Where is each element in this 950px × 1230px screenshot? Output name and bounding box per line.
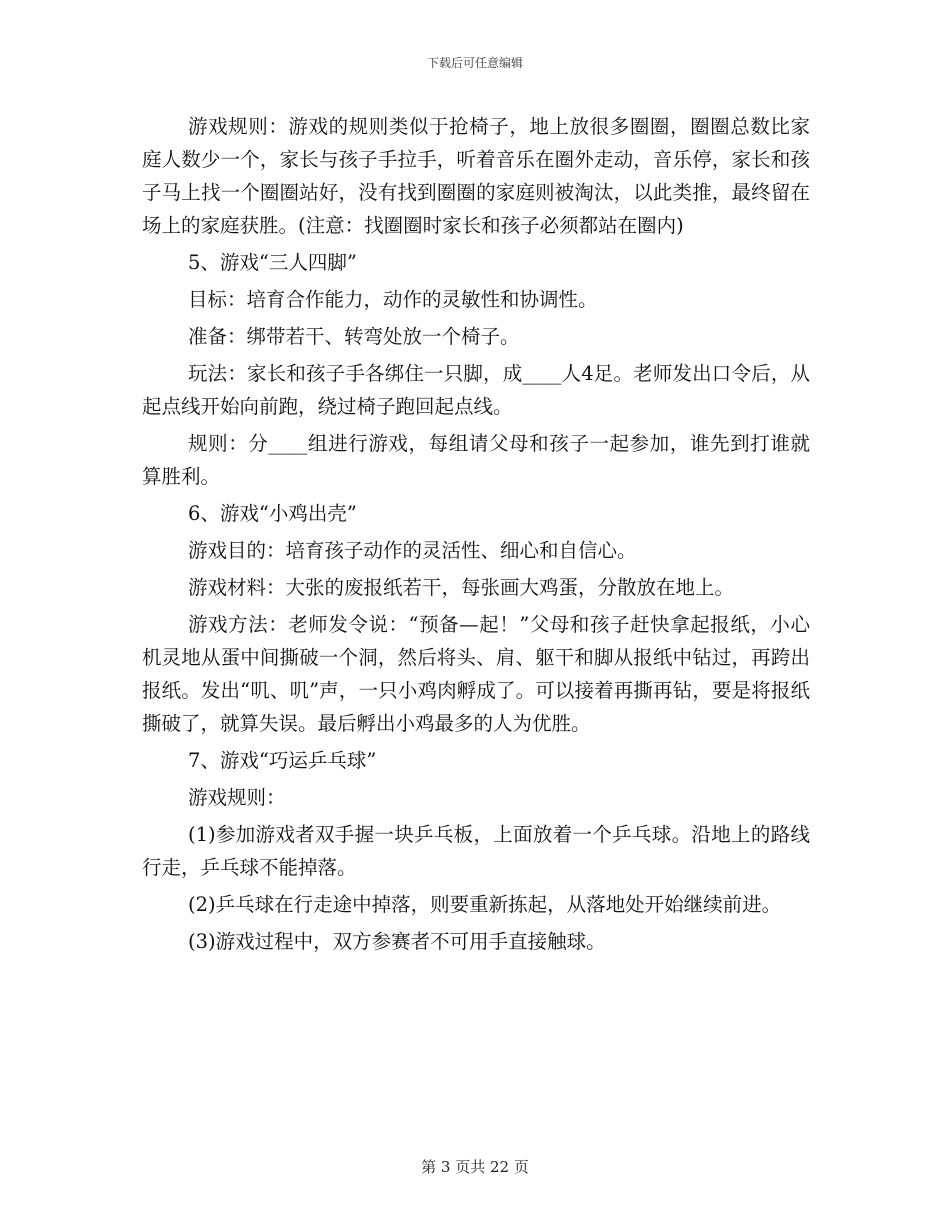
paragraph-gameplay: 玩法：家长和孩子手各绑住一只脚，成____人4足。老师发出口令后，从起点线开始向前跑，绕过椅子跑回起点线。	[142, 362, 810, 418]
document-body	[142, 110, 810, 958]
section-heading-5: 5、游戏“三人四脚”	[188, 251, 357, 274]
paragraph-preparation: 准备：绑带若干、转弯处放一个椅子。	[188, 325, 520, 348]
paragraph-goal: 目标：培育合作能力，动作的灵敏性和协调性。	[188, 288, 598, 311]
paragraph-rule-1: (1)参加游戏者双手握一块乒乓板，上面放着一个乒乓球。沿地上的路线行走，乒乓球不能掉落。	[142, 823, 810, 879]
section-heading-7: 7、游戏“巧运乒乓球”	[188, 749, 377, 772]
paragraph-game-materials: 游戏材料：大张的废报纸若干，每张画大鸡蛋，分散放在地上。	[188, 576, 735, 599]
paragraph-game-rules-label: 游戏规则：	[188, 786, 286, 809]
paragraph-rule-2: (2)乒乓球在行走途中掉落，则要重新拣起，从落地处开始继续前进。	[188, 893, 782, 916]
page-footer: 第 3 页共 22 页	[421, 1158, 529, 1176]
paragraph-game-method: 游戏方法：老师发令说：“预备—起！”父母和孩子赶快拿起报纸，小心机灵地从蛋中间撕破一个洞，然后将头、肩、躯干和脚从报纸中钻过，再跨出报纸。发出“叽、叽”声，一只小鸡肉孵成了。可以接着再撕再钻，要是将报纸撕破了，就算失误。最后孵出小鸡最多的人为优胜。	[142, 613, 810, 735]
paragraph-rules-intro: 游戏规则：游戏的规则类似于抢椅子，地上放很多圈圈，圈圈总数比家庭人数少一个，家长与孩子手拉手，听着音乐在圈外走动，音乐停，家长和孩子马上找一个圈圈站好，没有找到圈圈的家庭则被淘汰，以此类推，最终留在场上的家庭获胜。(注意：找圈圈时家长和孩子必须都站在圈内)	[142, 115, 810, 237]
page-header: 下载后可任意编辑	[426, 56, 523, 70]
paragraph-rule-3: (3)游戏过程中，双方参赛者不可用手直接触球。	[188, 930, 606, 953]
paragraph-rules: 规则：分____组进行游戏，每组请父母和孩子一起参加，谁先到打谁就算胜利。	[142, 432, 810, 488]
paragraph-game-purpose: 游戏目的：培育孩子动作的灵活性、细心和自信心。	[188, 539, 637, 562]
section-heading-6: 6、游戏“小鸡出壳”	[188, 502, 357, 525]
